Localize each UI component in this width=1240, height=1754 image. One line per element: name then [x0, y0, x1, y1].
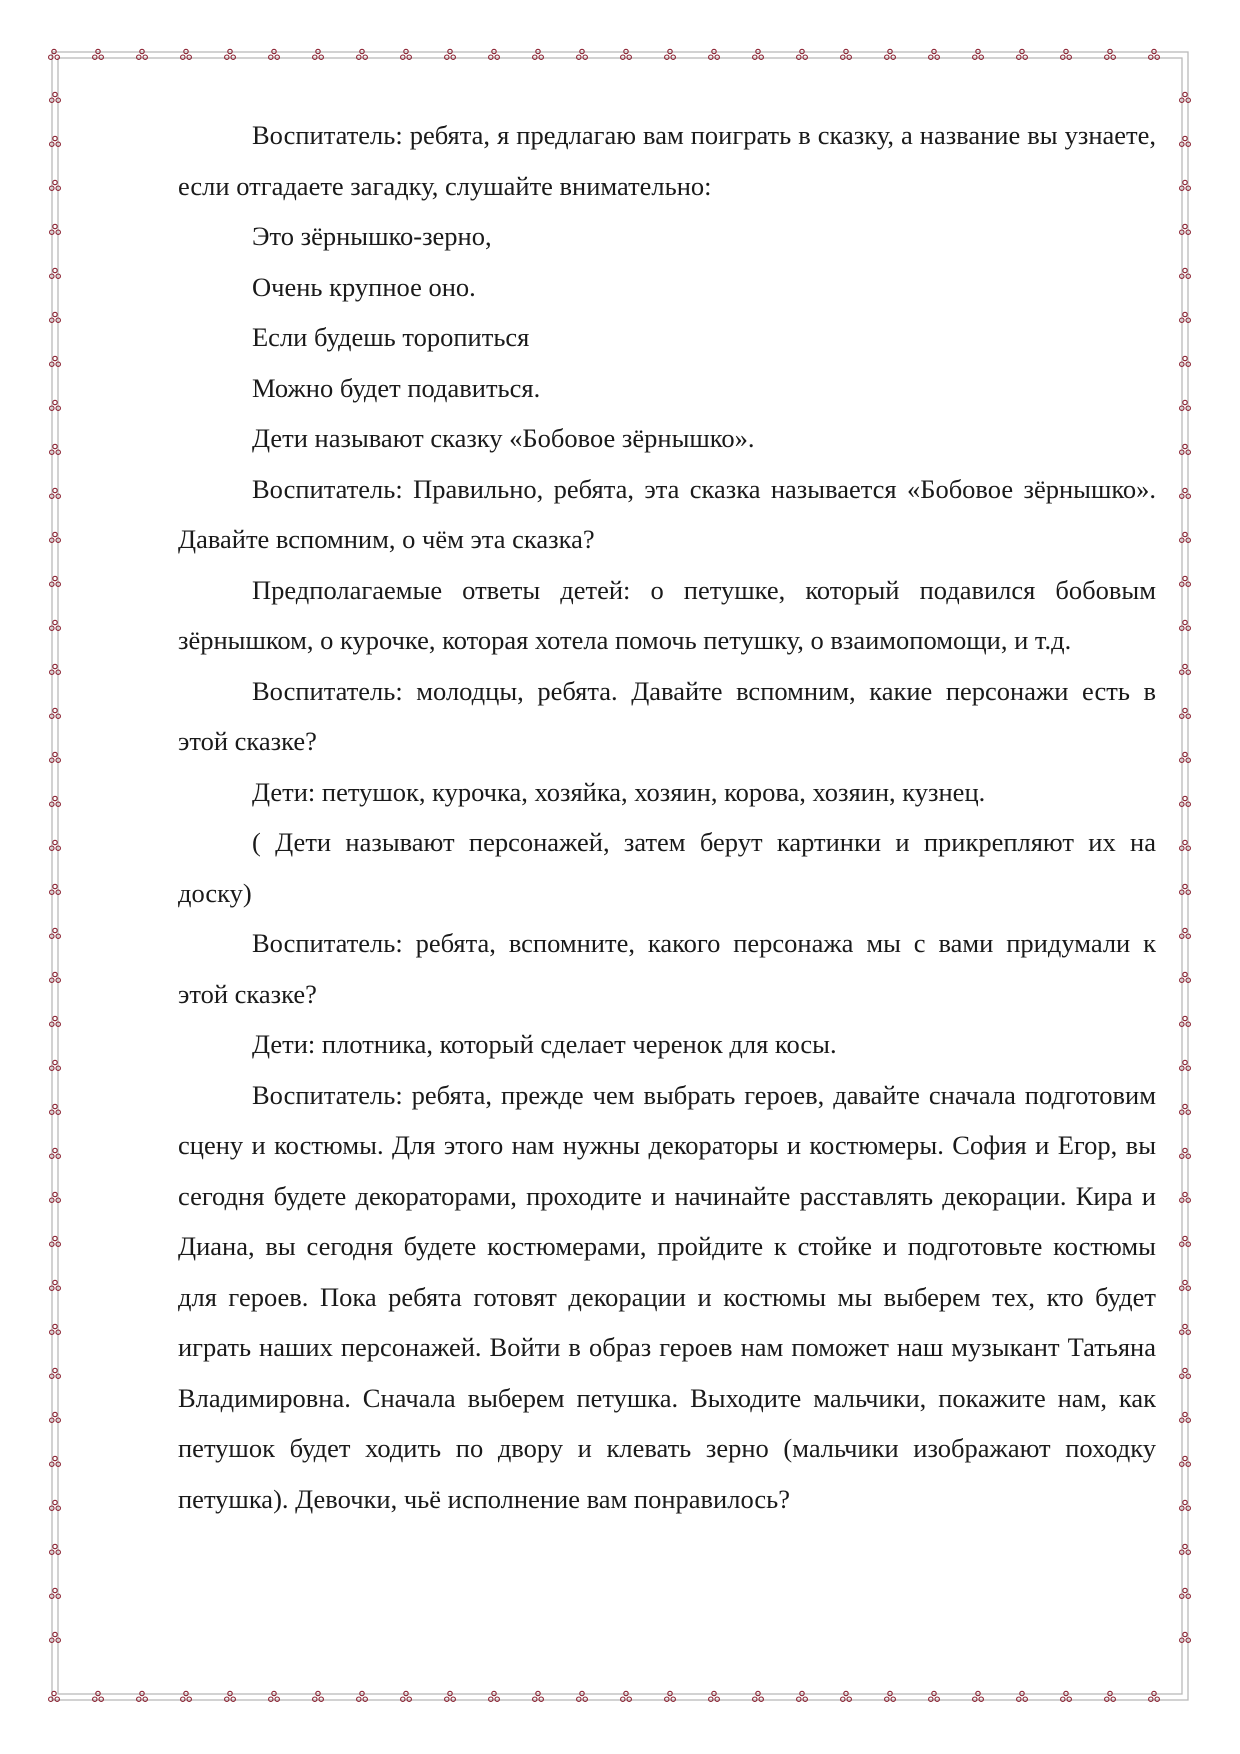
ornament-icon: [50, 356, 61, 366]
ornament-icon: [50, 664, 61, 674]
ornament-icon: [50, 312, 61, 322]
ornament-icon: [50, 1192, 61, 1202]
document-body: [178, 110, 1156, 1524]
ornament-icon: [1180, 752, 1191, 762]
paragraph: Предполагаемые ответы детей: о петушке, который подавился бобовым зёрнышком, о курочке, которая хотела помочь петушку, о взаимопомощи, и т.д.: [178, 574, 1156, 655]
ornament-icon: [1180, 1280, 1191, 1290]
ornament-icon: [1180, 576, 1191, 586]
ornament-icon: [1180, 1148, 1191, 1158]
ornament-icon: [50, 532, 61, 542]
ornament-icon: [1180, 92, 1191, 102]
ornament-icon: [50, 1060, 61, 1070]
ornament-icon: [1180, 532, 1191, 542]
paragraph: Воспитатель: молодцы, ребята. Давайте вспомним, какие персонажи есть в этой сказке?: [178, 675, 1156, 756]
ornament-icon: [1180, 444, 1191, 454]
ornament-icon: [1180, 136, 1191, 146]
ornament-icon: [1180, 1368, 1191, 1378]
paragraph: Дети называют сказку «Бобовое зёрнышко».: [252, 423, 755, 453]
ornament-icon: [50, 576, 61, 586]
paragraph: Дети: плотника, который сделает черенок для косы.: [252, 1029, 837, 1059]
ornament-icon: [1180, 1060, 1191, 1070]
ornament-icon: [50, 1632, 61, 1642]
ornament-icon: [1180, 1500, 1191, 1510]
ornament-icon: [50, 972, 61, 982]
ornament-icon: [50, 1280, 61, 1290]
ornament-icon: [1180, 1412, 1191, 1422]
ornament-icon: [50, 136, 61, 146]
paragraph: Воспитатель: ребята, прежде чем выбрать героев, давайте сначала подготовим сцену и костюмы. Для этого нам нужны декораторы и костюмеры. София и Егор, вы сегодня будете декораторами, проходите и начинайте расставлять декорации. Кира и Диана, вы сегодня будете костюмерами, пройдите к стойке и подготовьте костюмы для героев. Пока ребята готовят декорации и костюмы мы выберем тех, кто будет играть наших персонажей. Войти в образ героев нам поможет наш музыкант Татьяна Владимировна. Сначала выберем петушка. Выходите мальчики, покажите нам, как петушок будет ходить по двору и клевать зерно (мальчики изображают походку петушка). Девочки, чьё исполнение вам понравилось?: [178, 1079, 1156, 1514]
ornament-icon: [1180, 1104, 1191, 1114]
ornament-icon: [50, 400, 61, 410]
ornament-icon: [1180, 1016, 1191, 1026]
ornament-icon: [50, 796, 61, 806]
ornament-icon: [50, 1500, 61, 1510]
ornament-icon: [50, 1148, 61, 1158]
ornament-icon: [1180, 1192, 1191, 1202]
ornament-icon: [1180, 180, 1191, 190]
ornament-icon: [50, 752, 61, 762]
ornament-icon: [50, 224, 61, 234]
paragraph: Воспитатель: ребята, вспомните, какого персонажа мы с вами придумали к этой сказке?: [178, 928, 1156, 1009]
ornament-icon: [50, 620, 61, 630]
ornament-icon: [50, 488, 61, 498]
riddle-line: Можно будет подавиться.: [252, 372, 541, 403]
riddle-line: Если будешь торопиться: [252, 322, 530, 352]
ornament-icon: [50, 1104, 61, 1114]
ornament-icon: [1180, 356, 1191, 366]
ornament-icon: [1180, 312, 1191, 322]
ornament-icon: [50, 1016, 61, 1026]
ornament-icon: [1180, 1632, 1191, 1642]
paragraph: ( Дети называют персонажей, затем берут картинки и прикрепляют их на доску): [178, 827, 1156, 908]
ornament-icon: [1180, 224, 1191, 234]
ornament-icon: [1180, 268, 1191, 278]
ornament-icon: [50, 1456, 61, 1466]
ornament-icon: [1180, 884, 1191, 894]
paragraph: Дети: петушок, курочка, хозяйка, хозяин, корова, хозяин, кузнец.: [252, 776, 986, 807]
ornament-icon: [50, 1236, 61, 1246]
ornament-icon: [1180, 1588, 1191, 1598]
ornament-icon: [50, 268, 61, 278]
riddle-line: Это зёрнышко-зерно,: [252, 221, 492, 251]
ornament-icon: [50, 444, 61, 454]
ornament-icon: [1180, 1236, 1191, 1246]
ornament-icon: [1180, 664, 1191, 674]
ornament-icon: [50, 840, 61, 850]
ornament-icon: [1180, 1544, 1191, 1554]
ornament-icon: [1180, 928, 1191, 938]
ornament-icon: [1180, 840, 1191, 850]
ornament-icon: [50, 1544, 61, 1554]
ornament-icon: [50, 92, 61, 102]
ornament-icon: [1180, 972, 1191, 982]
ornament-icon: [1180, 796, 1191, 806]
ornament-icon: [1180, 620, 1191, 630]
ornament-icon: [50, 928, 61, 938]
ornament-icon: [50, 1588, 61, 1598]
ornament-icon: [50, 884, 61, 894]
ornament-icon: [50, 708, 61, 718]
riddle-line: Очень крупное оно.: [252, 271, 476, 302]
ornament-icon: [50, 1368, 61, 1378]
paragraph: Воспитатель: Правильно, ребята, эта сказка называется «Бобовое зёрнышко». Давайте вспомним, о чём эта сказка?: [178, 473, 1156, 554]
ornament-icon: [1180, 1456, 1191, 1466]
ornament-icon: [1180, 708, 1191, 718]
ornament-icon: [50, 1412, 61, 1422]
ornament-icon: [1180, 488, 1191, 498]
ornament-icon: [50, 180, 61, 190]
paragraph: Воспитатель: ребята, я предлагаю вам поиграть в сказку, а название вы узнаете, если отгадаете загадку, слушайте внимательно:: [178, 120, 1156, 201]
ornament-icon: [1180, 400, 1191, 410]
ornament-icon: [1180, 1324, 1191, 1334]
ornament-icon: [50, 1324, 61, 1334]
